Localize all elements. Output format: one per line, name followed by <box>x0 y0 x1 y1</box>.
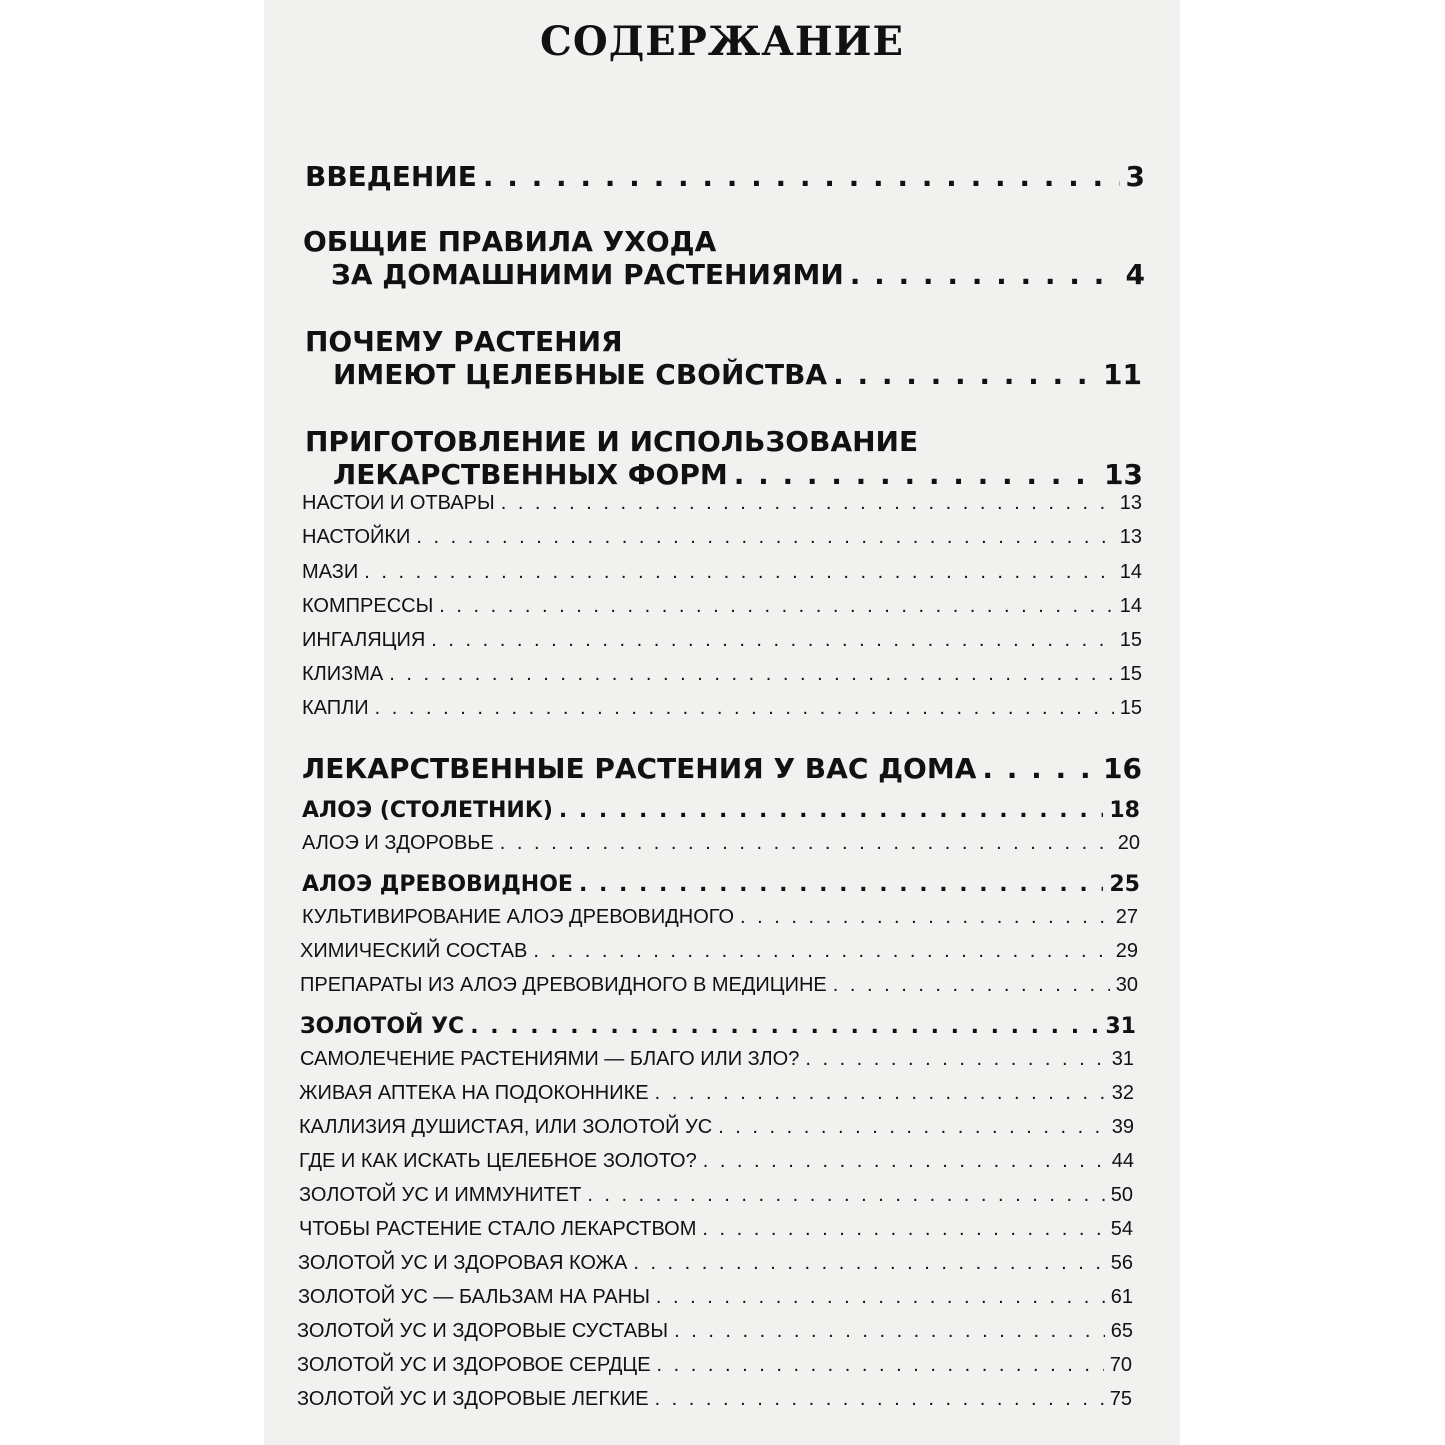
toc-entry-title: ЛЕКАРСТВЕННЫЕ РАСТЕНИЯ У ВАС ДОМА <box>302 752 977 785</box>
toc-page-number: 44 <box>1111 1150 1134 1172</box>
toc-entry <box>302 906 1138 929</box>
toc-entry <box>302 526 1142 549</box>
dot-leader <box>740 906 1110 929</box>
toc-entry-title: ПРЕПАРАТЫ ИЗ АЛОЭ ДРЕВОВИДНОГО В МЕДИЦИНЕ <box>300 974 827 996</box>
toc-entry <box>302 595 1142 618</box>
dot-leader <box>439 595 1113 618</box>
toc-page-number: 13 <box>1104 458 1143 491</box>
toc-page-number: 16 <box>1103 752 1142 785</box>
toc-entry <box>302 832 1140 855</box>
toc-entry-title: ХИМИЧЕСКИЙ СОСТАВ <box>300 940 528 962</box>
toc-entry <box>300 1048 1134 1071</box>
toc-entry-title: ПРИГОТОВЛЕНИЕ И ИСПОЛЬЗОВАНИЕ <box>305 425 919 458</box>
toc-entry <box>298 1286 1133 1309</box>
toc-page-number: 39 <box>1111 1116 1134 1138</box>
toc-entry-title: НАСТОИ И ОТВАРЫ <box>302 492 495 514</box>
toc-entry-title: ВВЕДЕНИЕ <box>305 160 477 193</box>
toc-entry <box>302 492 1142 515</box>
toc-page-number: 25 <box>1109 872 1140 897</box>
dot-leader <box>364 561 1114 584</box>
toc-entry-title: КУЛЬТИВИРОВАНИЕ АЛОЭ ДРЕВОВИДНОГО <box>302 906 735 928</box>
dot-leader <box>389 663 1114 686</box>
toc-entry <box>299 1150 1134 1173</box>
toc-page-number: 15 <box>1119 629 1142 651</box>
toc-entry-title: ЗА ДОМАШНИМИ РАСТЕНИЯМИ <box>331 258 844 291</box>
page-title: СОДЕРЖАНИЕ <box>540 18 904 65</box>
dot-leader <box>655 1388 1104 1411</box>
toc-entry <box>302 663 1142 686</box>
toc-entry-title: КАПЛИ <box>302 697 369 719</box>
toc-page-number: 14 <box>1119 561 1142 583</box>
toc-entry <box>297 1354 1132 1377</box>
toc-entry <box>305 325 1142 391</box>
toc-entry <box>305 160 1145 193</box>
dot-leader <box>702 1218 1104 1241</box>
toc-page-number: 27 <box>1115 906 1138 928</box>
toc-page-number: 20 <box>1117 832 1140 854</box>
toc-page-number: 15 <box>1119 663 1142 685</box>
toc-entry-title: КЛИЗМА <box>302 663 384 685</box>
toc-entry <box>302 561 1142 584</box>
dot-leader <box>805 1048 1105 1071</box>
toc-page-number: 32 <box>1111 1082 1134 1104</box>
toc-entry <box>302 752 1142 785</box>
dot-leader <box>718 1116 1106 1139</box>
toc-page-number: 13 <box>1119 526 1142 548</box>
toc-page-number: 29 <box>1115 940 1138 962</box>
dot-leader <box>559 798 1103 823</box>
dot-leader <box>656 1286 1105 1309</box>
dot-leader <box>587 1184 1104 1207</box>
toc-page-number: 70 <box>1109 1354 1132 1376</box>
toc-page-number: 15 <box>1119 697 1142 719</box>
toc-entry <box>305 425 1143 491</box>
dot-leader <box>470 1014 1099 1039</box>
dot-leader <box>833 358 1097 391</box>
toc-entry-title: ЛЕКАРСТВЕННЫХ ФОРМ <box>333 458 728 491</box>
dot-leader <box>533 940 1109 963</box>
toc-entry-title: АЛОЭ ДРЕВОВИДНОЕ <box>302 872 573 897</box>
toc-entry-title: ГДЕ И КАК ИСКАТЬ ЦЕЛЕБНОЕ ЗОЛОТО? <box>299 1150 697 1172</box>
toc-entry-title: ЗОЛОТОЙ УС И ЗДОРОВЫЕ ЛЕГКИЕ <box>297 1388 649 1410</box>
dot-leader <box>833 974 1110 997</box>
toc-entry-title: НАСТОЙКИ <box>302 526 411 548</box>
dot-leader <box>501 492 1114 515</box>
toc-entry <box>299 1218 1133 1241</box>
toc-page-number: 3 <box>1125 160 1145 193</box>
toc-entry-title: ЖИВАЯ АПТЕКА НА ПОДОКОННИКЕ <box>299 1082 649 1104</box>
toc-entry-title: КОМПРЕССЫ <box>302 595 434 617</box>
toc-entry <box>299 1082 1134 1105</box>
toc-entry-title: ПОЧЕМУ РАСТЕНИЯ <box>305 325 623 358</box>
toc-page-number: 65 <box>1110 1320 1133 1342</box>
toc-entry-title: МАЗИ <box>302 561 359 583</box>
toc-entry <box>299 1116 1134 1139</box>
toc-entry <box>299 1184 1133 1207</box>
toc-page-number: 4 <box>1125 258 1145 291</box>
dot-leader <box>633 1252 1104 1275</box>
toc-entry-title: ЗОЛОТОЙ УС И ЗДОРОВЫЕ СУСТАВЫ <box>297 1320 669 1342</box>
dot-leader <box>734 458 1098 491</box>
toc-entry <box>302 798 1140 823</box>
toc-entry-title: ЗОЛОТОЙ УС И ИММУНИТЕТ <box>299 1184 582 1206</box>
dot-leader <box>500 832 1112 855</box>
dot-leader <box>431 629 1113 652</box>
toc-page-number: 30 <box>1115 974 1138 996</box>
toc-entry <box>302 629 1142 652</box>
toc-page-number: 75 <box>1109 1388 1132 1410</box>
toc-page-number: 54 <box>1110 1218 1133 1240</box>
toc-entry-title: АЛОЭ (СТОЛЕТНИК) <box>302 798 553 823</box>
toc-page-number: 11 <box>1103 358 1142 391</box>
toc-entry <box>300 1014 1136 1039</box>
dot-leader <box>483 160 1120 193</box>
toc-entry <box>303 225 1145 291</box>
toc-entry <box>298 1252 1133 1275</box>
dot-leader <box>579 872 1103 897</box>
toc-page-number: 61 <box>1110 1286 1133 1308</box>
toc-page-number: 56 <box>1110 1252 1133 1274</box>
dot-leader <box>703 1150 1106 1173</box>
toc-entry-title: ЧТОБЫ РАСТЕНИЕ СТАЛО ЛЕКАРСТВОМ <box>299 1218 697 1240</box>
toc-entry-title: КАЛЛИЗИЯ ДУШИСТАЯ, ИЛИ ЗОЛОТОЙ УС <box>299 1116 713 1138</box>
toc-page-number: 31 <box>1111 1048 1134 1070</box>
dot-leader <box>657 1354 1104 1377</box>
toc-entry-title: ИНГАЛЯЦИЯ <box>302 629 426 651</box>
toc-entry-title: ЗОЛОТОЙ УС — БАЛЬЗАМ НА РАНЫ <box>298 1286 650 1308</box>
toc-entry <box>297 1320 1133 1343</box>
toc-entry <box>302 872 1140 897</box>
toc-entry <box>300 940 1138 963</box>
toc-entry-title: ЗОЛОТОЙ УС <box>300 1014 465 1039</box>
toc-entry <box>297 1388 1132 1411</box>
toc-page-number: 14 <box>1119 595 1142 617</box>
dot-leader <box>850 258 1120 291</box>
toc-entry <box>300 974 1138 997</box>
dot-leader <box>416 526 1113 549</box>
toc-entry <box>302 697 1142 720</box>
toc-page-number: 31 <box>1105 1014 1136 1039</box>
dot-leader <box>655 1082 1106 1105</box>
book-page <box>264 0 1180 1445</box>
dot-leader <box>375 697 1114 720</box>
toc-entry-title: ЗОЛОТОЙ УС И ЗДОРОВОЕ СЕРДЦЕ <box>297 1354 651 1376</box>
toc-entry-title: ИМЕЮТ ЦЕЛЕБНЫЕ СВОЙСТВА <box>333 358 828 391</box>
toc-entry-title: ОБЩИЕ ПРАВИЛА УХОДА <box>303 225 717 258</box>
toc-page-number: 18 <box>1109 798 1140 823</box>
dot-leader <box>982 752 1097 785</box>
toc-entry-title: АЛОЭ И ЗДОРОВЬЕ <box>302 832 494 854</box>
toc-entry-title: ЗОЛОТОЙ УС И ЗДОРОВАЯ КОЖА <box>298 1252 628 1274</box>
toc-page-number: 50 <box>1110 1184 1133 1206</box>
toc-page-number: 13 <box>1119 492 1142 514</box>
toc-entry-title: САМОЛЕЧЕНИЕ РАСТЕНИЯМИ — БЛАГО ИЛИ ЗЛО? <box>300 1048 800 1070</box>
dot-leader <box>674 1320 1105 1343</box>
